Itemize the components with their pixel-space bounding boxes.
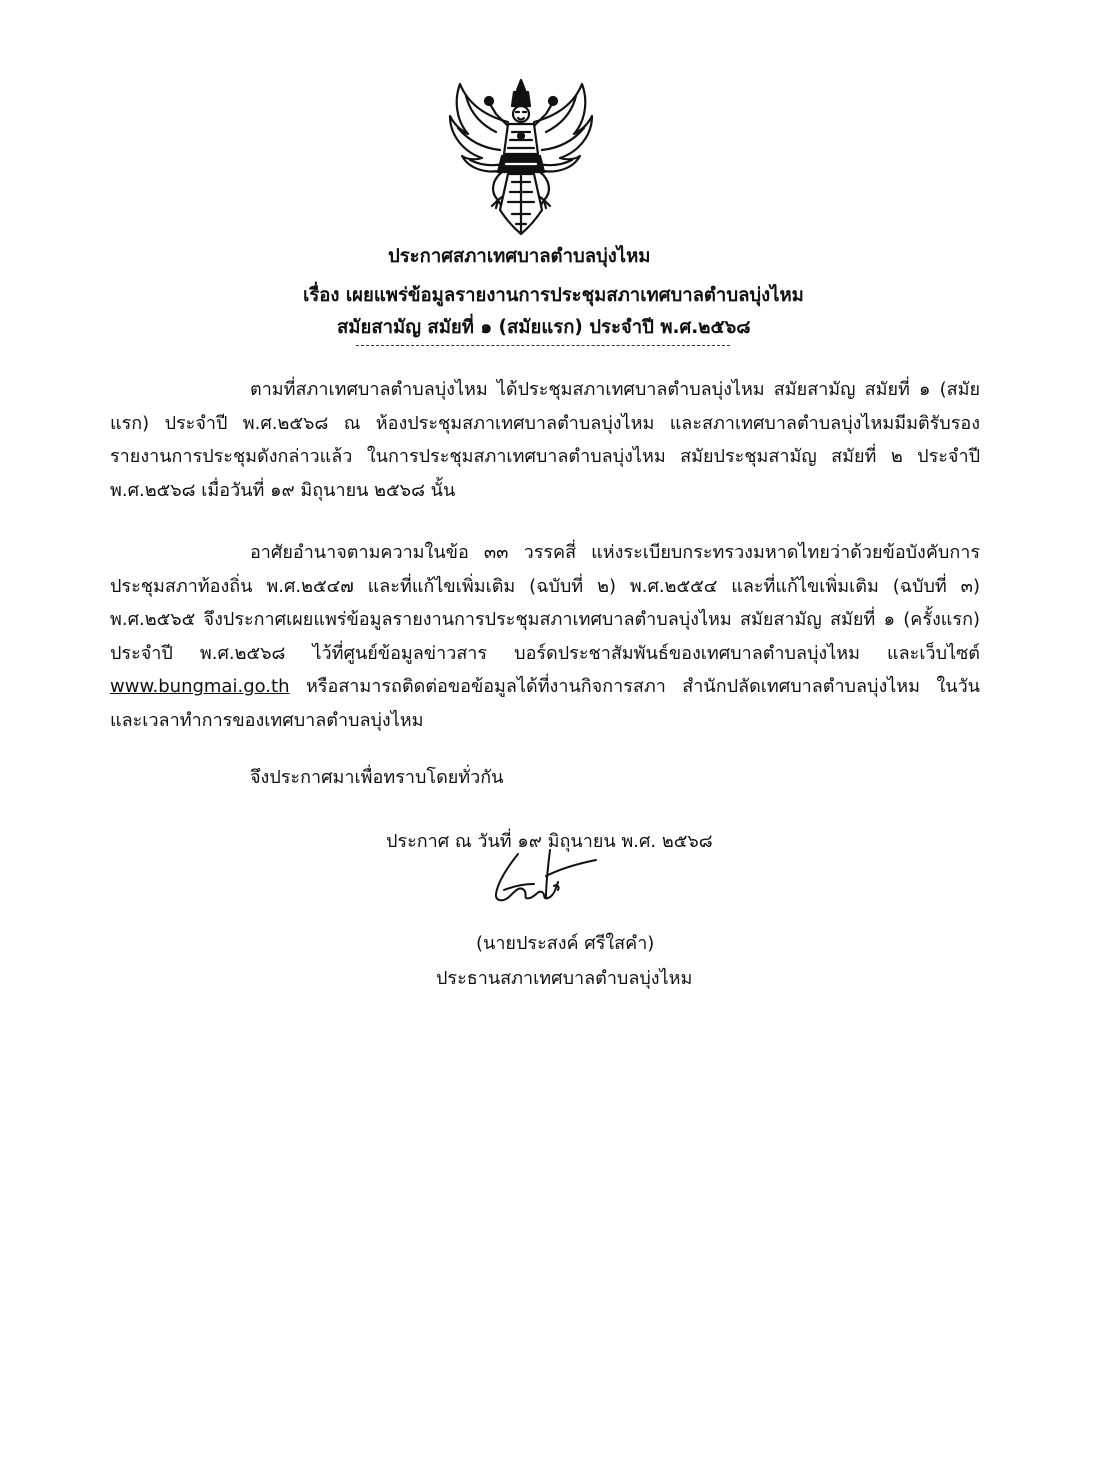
signer-name: (นายประสงค์ ศรีใสคำ) [476, 933, 655, 954]
announcement-session: สมัยสามัญ สมัยที่ ๑ (สมัยแรก) ประจำปี พ.ศ.๒๕๖๘ [337, 317, 751, 338]
handwritten-signature [484, 846, 604, 912]
garuda-emblem [446, 76, 596, 238]
header-divider [356, 345, 730, 346]
closing-line: จึงประกาศมาเพื่อทราบโดยทั่วกัน [250, 767, 504, 788]
body-paragraph-2 [110, 536, 980, 737]
announcement-heading: ประกาศสภาเทศบาลตำบลบุ่งไหม [388, 246, 651, 267]
website-link[interactable]: www.bungmai.go.th [110, 676, 290, 697]
paragraph-2-text-before-link: อาศัยอำนาจตามความในข้อ ๓๓ วรรคสี่ แห่งระเบียบกระทรวงมหาดไทยว่าด้วยข้อบังคับการประชุมสภาท้องถิ่น พ.ศ.๒๕๔๗ และที่แก้ไขเพิ่มเติม (ฉบับที่ ๒) พ.ศ.๒๕๕๔ และที่แก้ไขเพิ่มเติม (ฉบับที่ ๓) พ.ศ.๒๕๖๕ จึงประกาศเผยแพร่ข้อมูลรายงานการประชุมสภาเทศบาลตำบลบุ่งไหม สมัยสามัญ สมัยที่ ๑ (ครั้งแรก) ประจำปี พ.ศ.๒๕๖๘ ไว้ที่ศูนย์ข้อมูลข่าวสาร บอร์ดประชาสัมพันธ์ของเทศบาลตำบลบุ่งไหม และเว็บไซต์ [110, 542, 980, 664]
announcement-subject: เรื่อง เผยแพร่ข้อมูลรายงานการประชุมสภาเทศบาลตำบลบุ่งไหม [303, 285, 804, 306]
announcement-dateline: ประกาศ ณ วันที่ ๑๙ มิถุนายน พ.ศ. ๒๕๖๘ [386, 831, 713, 852]
body-paragraph-1: ตามที่สภาเทศบาลตำบลบุ่งไหม ได้ประชุมสภาเทศบาลตำบลบุ่งไหม สมัยสามัญ สมัยที่ ๑ (สมัยแรก) ประจำปี พ.ศ.๒๕๖๘ ณ ห้องประชุมสภาเทศบาลตำบลบุ่งไหม และสภาเทศบาลตำบลบุ่งไหมมีมติรับรองรายงานการประชุมดังกล่าวแล้ว ในการประชุมสภาเทศบาลตำบลบุ่งไหม สมัยประชุมสามัญ สมัยที่ ๒ ประจำปี พ.ศ.๒๕๖๘ เมื่อวันที่ ๑๙ มิถุนายน ๒๕๖๘ นั้น [110, 379, 980, 501]
signer-title: ประธานสภาเทศบาลตำบลบุ่งไหม [436, 968, 693, 989]
paragraph-2-text-after-link: หรือสามารถติดต่อขอข้อมูลได้ที่งานกิจการสภา สำนักปลัดเทศบาลตำบลบุ่งไหม ในวันและเวลาทำการของเทศบาลตำบลบุ่งไหม [110, 676, 980, 731]
